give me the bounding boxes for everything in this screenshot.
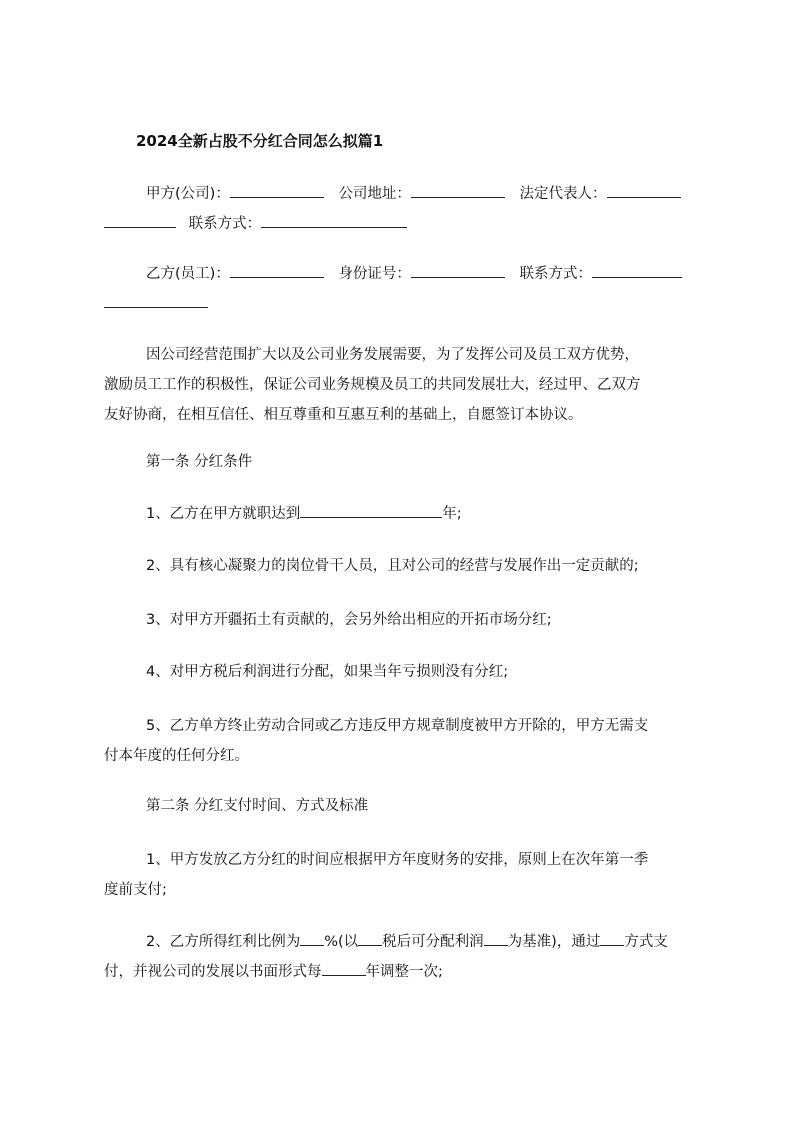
basis-blank [358, 929, 382, 946]
company-address-blank [411, 181, 505, 198]
party-b-contact-blank-cont [104, 291, 208, 308]
preamble-paragraph [104, 340, 704, 430]
article2-item1 [104, 845, 704, 905]
percent-basis-label: %(以 [324, 934, 359, 950]
article1-item5 [104, 711, 704, 771]
article2-item1-line-1: 1、甲方发放乙方分红的时间应根据甲方年度财务的安排，原则上在次年第一季 [146, 852, 649, 868]
after-tax-profit-label: 税后可分配利润 [382, 934, 484, 950]
article1-item2 [104, 551, 704, 581]
article1-item5-line-2: 付本年度的任何分红。 [104, 748, 249, 764]
article1-item4-text: 4、对甲方税后利润进行分配，如果当年亏损则没有分红; [146, 664, 509, 680]
article2-heading [104, 791, 704, 821]
article1-item4 [104, 657, 704, 687]
party-a-line1 [104, 179, 704, 209]
party-a-contact-label: 联系方式： [188, 216, 262, 232]
id-number-label: 身份证号： [338, 266, 411, 282]
document-title: 2024全新占股不分红合同怎么拟篇1 [136, 132, 384, 150]
company-address-label: 公司地址： [338, 186, 411, 202]
article1-item3 [104, 605, 704, 635]
adjustment-suffix: 年调整一次; [365, 964, 443, 980]
payment-method-blank [600, 929, 624, 946]
party-a-section [104, 179, 704, 239]
party-b-label: 乙方(员工)： [146, 266, 230, 282]
party-a-label: 甲方(公司)： [146, 186, 230, 202]
payment-method-suffix: 方式支 [624, 934, 668, 950]
party-b-contact-blank [592, 261, 682, 278]
payment-via-label: 为基准)，通过 [507, 934, 601, 950]
legal-rep-blank-cont [104, 211, 176, 228]
party-b-blank [230, 261, 324, 278]
dividend-ratio-label: 2、乙方所得红利比例为 [146, 934, 301, 950]
article1-item3-text: 3、对甲方开疆拓土有贡献的，会另外给出相应的开拓市场分红; [146, 612, 552, 628]
legal-rep-label: 法定代表人： [519, 186, 607, 202]
tenure-years-blank [300, 501, 442, 518]
article1-heading [104, 447, 704, 477]
article2-item1-line-2: 度前支付; [104, 882, 167, 898]
article2-item2 [104, 927, 704, 987]
article2-item2-line-1 [104, 927, 704, 957]
preamble-line-2: 激励员工工作的积极性，保证公司业务规模及员工的共同发展壮大，经过甲、乙双方 [104, 377, 641, 393]
party-a-line2 [104, 209, 704, 239]
party-b-section [104, 259, 704, 319]
preamble-line-3: 友好协商，在相互信任、相互尊重和互惠互利的基础上，自愿签订本协议。 [104, 407, 583, 423]
legal-rep-blank [607, 181, 681, 198]
article1-item1-line [104, 499, 704, 529]
article1-item5-line-1: 5、乙方单方终止劳动合同或乙方违反甲方规章制度被甲方开除的，甲方无需支 [146, 718, 649, 734]
article1-item1-prefix: 1、乙方在甲方就职达到 [146, 506, 301, 522]
adjustment-label: 付，并视公司的发展以书面形式每 [104, 964, 322, 980]
profit-blank [484, 929, 508, 946]
adjustment-period-blank [322, 959, 366, 976]
dividend-ratio-blank [300, 929, 324, 946]
party-b-line1 [104, 259, 704, 289]
id-number-blank [411, 261, 505, 278]
party-a-contact-blank [261, 211, 407, 228]
party-b-contact-label: 联系方式： [519, 266, 593, 282]
article1-item2-text: 2、具有核心凝聚力的岗位骨干人员，且对公司的经营与发展作出一定贡献的; [146, 558, 639, 574]
preamble-line-1: 因公司经营范围扩大以及公司业务发展需要，为了发挥公司及员工双方优势， [146, 347, 639, 363]
article2-heading-text: 第二条 分红支付时间、方式及标准 [146, 798, 369, 814]
party-a-blank [230, 181, 324, 198]
party-b-line2 [104, 289, 704, 319]
article1-item1 [104, 499, 704, 529]
article1-item1-suffix: 年; [442, 506, 462, 522]
article1-heading-text: 第一条 分红条件 [146, 454, 253, 470]
article2-item2-line-2 [104, 957, 704, 987]
